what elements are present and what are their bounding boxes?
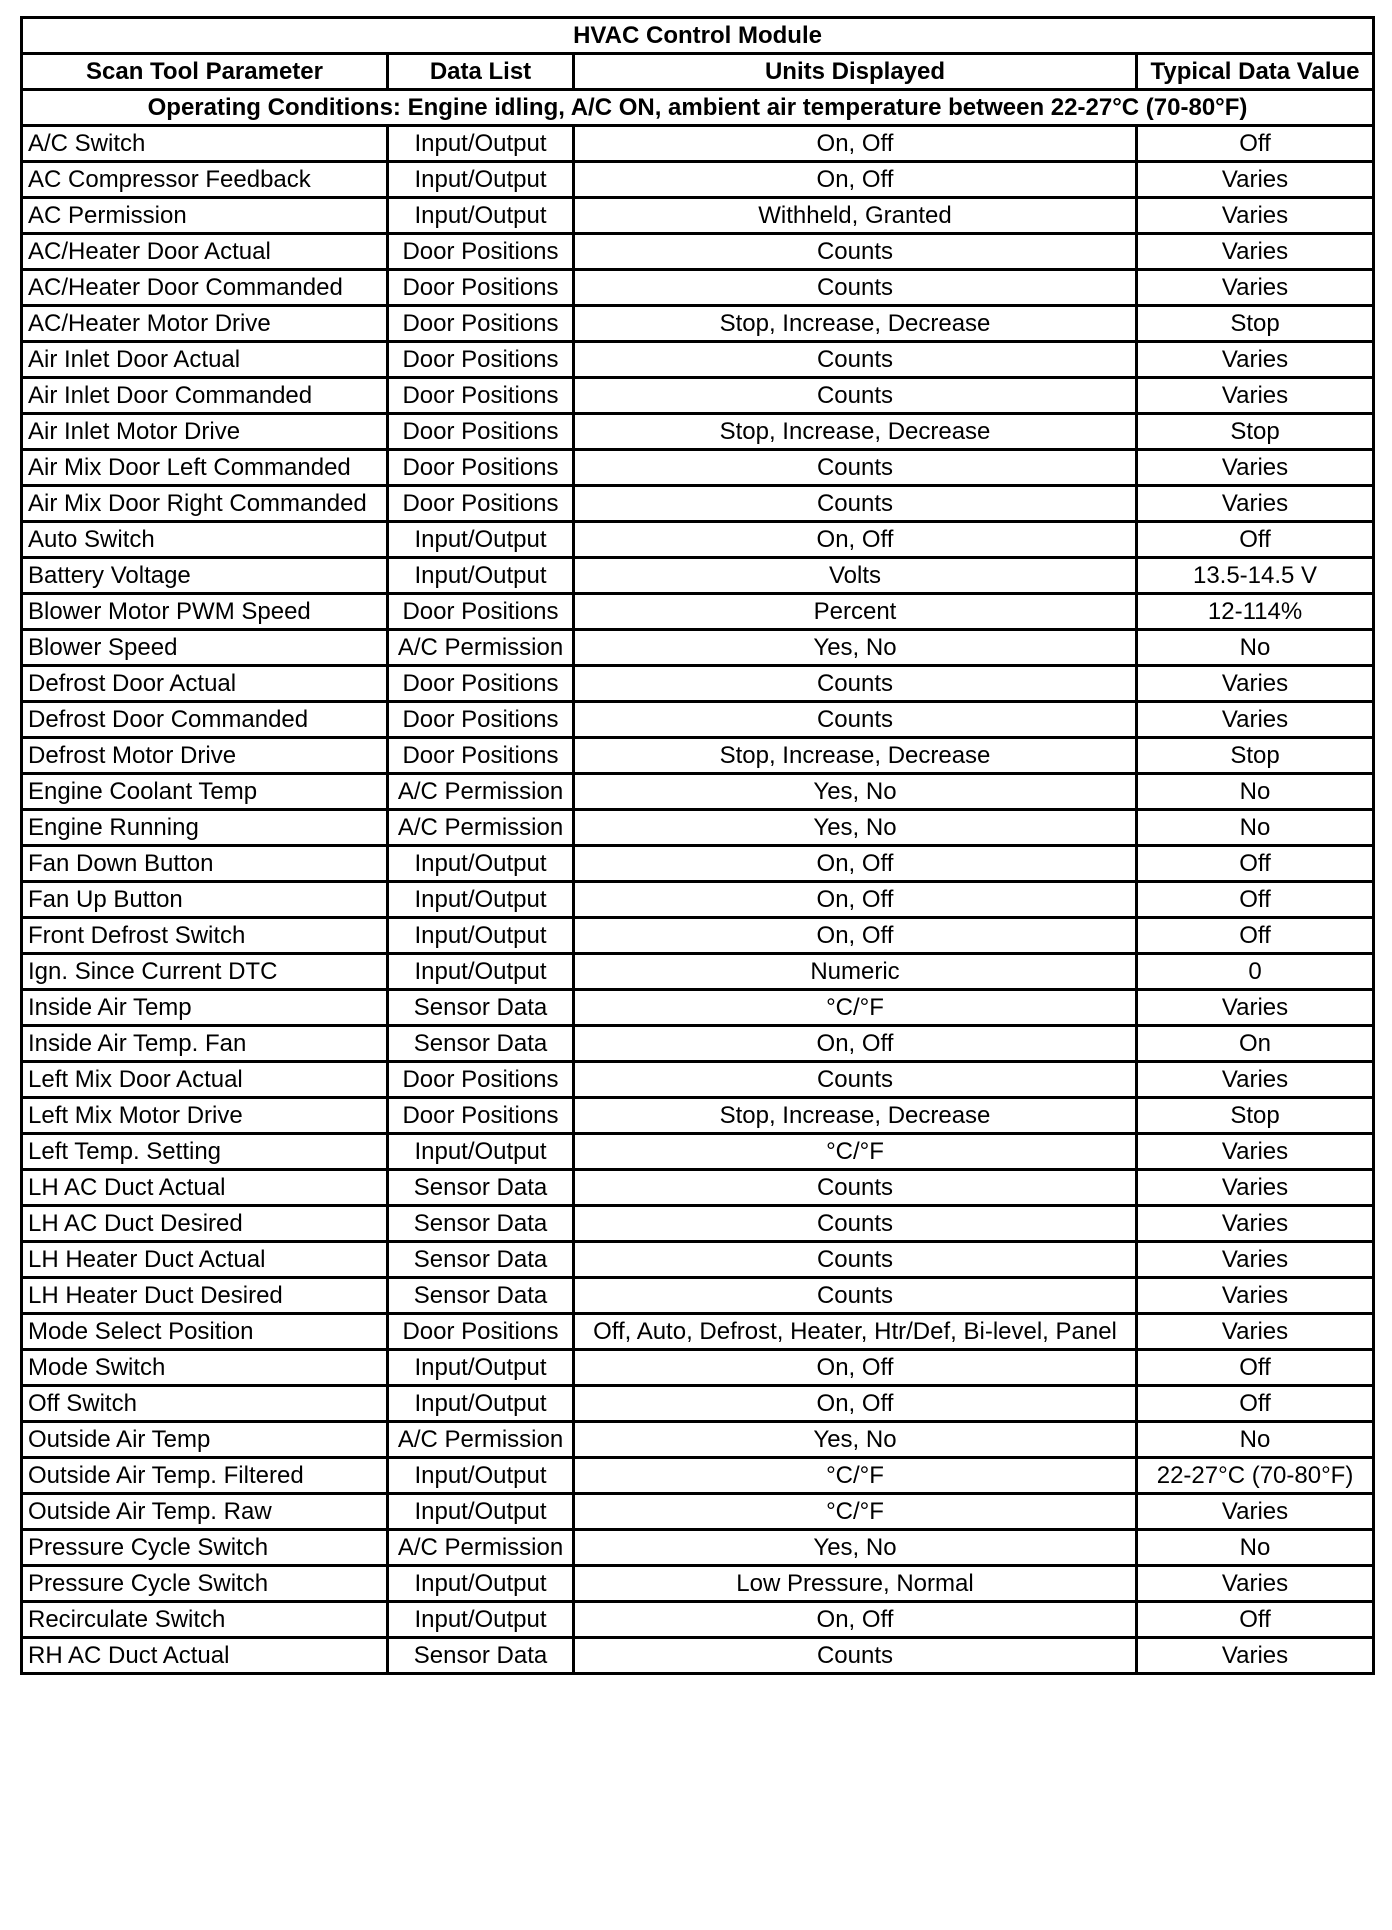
cell-data-list: Door Positions [388, 306, 574, 342]
cell-scan-tool-parameter: AC Compressor Feedback [22, 162, 388, 198]
cell-units-displayed: Counts [574, 1242, 1137, 1278]
cell-data-list: Input/Output [388, 1494, 574, 1530]
cell-units-displayed: Counts [574, 1206, 1137, 1242]
cell-scan-tool-parameter: Defrost Door Actual [22, 666, 388, 702]
cell-units-displayed: On, Off [574, 1602, 1137, 1638]
cell-units-displayed: °C/°F [574, 1134, 1137, 1170]
table-row [22, 1170, 1374, 1206]
cell-typical-data-value: No [1137, 630, 1374, 666]
cell-data-list: Door Positions [388, 414, 574, 450]
table-row [22, 1422, 1374, 1458]
table-row [22, 1350, 1374, 1386]
cell-data-list: Input/Output [388, 1566, 574, 1602]
table-body [22, 126, 1374, 1674]
cell-units-displayed: Counts [574, 450, 1137, 486]
cell-typical-data-value: Varies [1137, 1494, 1374, 1530]
cell-scan-tool-parameter: Pressure Cycle Switch [22, 1566, 388, 1602]
table-header-row [22, 54, 1374, 90]
hvac-data-sheet [20, 16, 1372, 1675]
cell-typical-data-value: Varies [1137, 666, 1374, 702]
cell-data-list: Sensor Data [388, 990, 574, 1026]
cell-data-list: Input/Output [388, 954, 574, 990]
cell-units-displayed: Counts [574, 1170, 1137, 1206]
cell-typical-data-value: Varies [1137, 342, 1374, 378]
table-row [22, 1242, 1374, 1278]
cell-scan-tool-parameter: Battery Voltage [22, 558, 388, 594]
cell-typical-data-value: 22-27°C (70-80°F) [1137, 1458, 1374, 1494]
cell-units-displayed: Withheld, Granted [574, 198, 1137, 234]
operating-conditions-row [22, 90, 1374, 126]
table-row [22, 1206, 1374, 1242]
cell-units-displayed: Yes, No [574, 1422, 1137, 1458]
cell-units-displayed: On, Off [574, 1386, 1137, 1422]
cell-units-displayed: Stop, Increase, Decrease [574, 414, 1137, 450]
cell-data-list: A/C Permission [388, 1530, 574, 1566]
cell-typical-data-value: Off [1137, 882, 1374, 918]
cell-scan-tool-parameter: Air Inlet Door Commanded [22, 378, 388, 414]
header-scan-tool-parameter: Scan Tool Parameter [22, 54, 388, 90]
cell-scan-tool-parameter: Auto Switch [22, 522, 388, 558]
table-row [22, 1314, 1374, 1350]
cell-units-displayed: Yes, No [574, 630, 1137, 666]
cell-scan-tool-parameter: Air Mix Door Left Commanded [22, 450, 388, 486]
cell-typical-data-value: Varies [1137, 270, 1374, 306]
cell-typical-data-value: Stop [1137, 738, 1374, 774]
cell-typical-data-value: Varies [1137, 1134, 1374, 1170]
cell-typical-data-value: Varies [1137, 1170, 1374, 1206]
cell-units-displayed: Counts [574, 702, 1137, 738]
cell-scan-tool-parameter: Blower Motor PWM Speed [22, 594, 388, 630]
cell-scan-tool-parameter: LH Heater Duct Desired [22, 1278, 388, 1314]
cell-scan-tool-parameter: Defrost Motor Drive [22, 738, 388, 774]
cell-typical-data-value: Varies [1137, 162, 1374, 198]
cell-typical-data-value: Off [1137, 1602, 1374, 1638]
cell-typical-data-value: Varies [1137, 702, 1374, 738]
cell-data-list: Door Positions [388, 738, 574, 774]
cell-scan-tool-parameter: Ign. Since Current DTC [22, 954, 388, 990]
table-row [22, 594, 1374, 630]
cell-units-displayed: On, Off [574, 522, 1137, 558]
cell-scan-tool-parameter: Engine Coolant Temp [22, 774, 388, 810]
cell-data-list: Input/Output [388, 558, 574, 594]
table-row [22, 522, 1374, 558]
cell-units-displayed: On, Off [574, 162, 1137, 198]
cell-data-list: Door Positions [388, 1314, 574, 1350]
cell-scan-tool-parameter: Left Mix Door Actual [22, 1062, 388, 1098]
cell-data-list: A/C Permission [388, 774, 574, 810]
table-row [22, 162, 1374, 198]
table-title: HVAC Control Module [22, 18, 1374, 54]
table-row [22, 270, 1374, 306]
cell-units-displayed: Yes, No [574, 810, 1137, 846]
table-row [22, 1494, 1374, 1530]
cell-typical-data-value: No [1137, 810, 1374, 846]
table-row [22, 846, 1374, 882]
cell-units-displayed: °C/°F [574, 1494, 1137, 1530]
cell-typical-data-value: Varies [1137, 1206, 1374, 1242]
cell-typical-data-value: Varies [1137, 1242, 1374, 1278]
cell-units-displayed: On, Off [574, 882, 1137, 918]
cell-typical-data-value: Varies [1137, 1278, 1374, 1314]
cell-scan-tool-parameter: Defrost Door Commanded [22, 702, 388, 738]
table-row [22, 486, 1374, 522]
hvac-parameter-table [20, 16, 1375, 1675]
cell-data-list: Sensor Data [388, 1638, 574, 1674]
cell-data-list: Input/Output [388, 1458, 574, 1494]
cell-data-list: Door Positions [388, 594, 574, 630]
cell-scan-tool-parameter: Fan Down Button [22, 846, 388, 882]
cell-data-list: Door Positions [388, 378, 574, 414]
cell-typical-data-value: No [1137, 774, 1374, 810]
cell-scan-tool-parameter: A/C Switch [22, 126, 388, 162]
table-row [22, 1134, 1374, 1170]
cell-scan-tool-parameter: Front Defrost Switch [22, 918, 388, 954]
cell-typical-data-value: Stop [1137, 1098, 1374, 1134]
cell-typical-data-value: No [1137, 1422, 1374, 1458]
cell-scan-tool-parameter: Blower Speed [22, 630, 388, 666]
cell-scan-tool-parameter: Pressure Cycle Switch [22, 1530, 388, 1566]
cell-data-list: Door Positions [388, 450, 574, 486]
table-row [22, 1458, 1374, 1494]
cell-typical-data-value: Stop [1137, 414, 1374, 450]
cell-units-displayed: Low Pressure, Normal [574, 1566, 1137, 1602]
table-row [22, 414, 1374, 450]
table-row [22, 1566, 1374, 1602]
cell-scan-tool-parameter: Mode Switch [22, 1350, 388, 1386]
cell-units-displayed: Counts [574, 1062, 1137, 1098]
cell-scan-tool-parameter: AC/Heater Door Actual [22, 234, 388, 270]
cell-units-displayed: On, Off [574, 1026, 1137, 1062]
cell-scan-tool-parameter: Off Switch [22, 1386, 388, 1422]
table-row [22, 954, 1374, 990]
cell-data-list: A/C Permission [388, 810, 574, 846]
cell-scan-tool-parameter: Left Temp. Setting [22, 1134, 388, 1170]
cell-units-displayed: Counts [574, 270, 1137, 306]
cell-typical-data-value: Varies [1137, 486, 1374, 522]
cell-data-list: Door Positions [388, 342, 574, 378]
cell-scan-tool-parameter: Outside Air Temp. Raw [22, 1494, 388, 1530]
cell-typical-data-value: On [1137, 1026, 1374, 1062]
cell-data-list: Input/Output [388, 846, 574, 882]
cell-typical-data-value: Off [1137, 918, 1374, 954]
table-row [22, 1098, 1374, 1134]
cell-units-displayed: Stop, Increase, Decrease [574, 738, 1137, 774]
table-row [22, 450, 1374, 486]
cell-units-displayed: On, Off [574, 846, 1137, 882]
table-row [22, 990, 1374, 1026]
cell-typical-data-value: No [1137, 1530, 1374, 1566]
cell-units-displayed: Counts [574, 486, 1137, 522]
table-row [22, 1278, 1374, 1314]
cell-scan-tool-parameter: Fan Up Button [22, 882, 388, 918]
table-row [22, 774, 1374, 810]
cell-units-displayed: Stop, Increase, Decrease [574, 306, 1137, 342]
cell-data-list: Input/Output [388, 198, 574, 234]
cell-typical-data-value: Off [1137, 126, 1374, 162]
table-row [22, 234, 1374, 270]
cell-data-list: Input/Output [388, 126, 574, 162]
cell-data-list: Door Positions [388, 270, 574, 306]
cell-scan-tool-parameter: AC/Heater Motor Drive [22, 306, 388, 342]
table-row [22, 378, 1374, 414]
header-data-list: Data List [388, 54, 574, 90]
cell-scan-tool-parameter: Air Inlet Motor Drive [22, 414, 388, 450]
cell-scan-tool-parameter: Engine Running [22, 810, 388, 846]
cell-units-displayed: Yes, No [574, 1530, 1137, 1566]
cell-units-displayed: Volts [574, 558, 1137, 594]
cell-scan-tool-parameter: Inside Air Temp [22, 990, 388, 1026]
table-row [22, 1638, 1374, 1674]
cell-units-displayed: Numeric [574, 954, 1137, 990]
header-typical-data-value: Typical Data Value [1137, 54, 1374, 90]
cell-typical-data-value: Varies [1137, 234, 1374, 270]
cell-scan-tool-parameter: Inside Air Temp. Fan [22, 1026, 388, 1062]
table-row [22, 1026, 1374, 1062]
table-row [22, 810, 1374, 846]
cell-data-list: Input/Output [388, 1386, 574, 1422]
cell-scan-tool-parameter: Outside Air Temp [22, 1422, 388, 1458]
cell-data-list: Input/Output [388, 1134, 574, 1170]
cell-scan-tool-parameter: Mode Select Position [22, 1314, 388, 1350]
cell-units-displayed: Off, Auto, Defrost, Heater, Htr/Def, Bi-level, Panel [574, 1314, 1137, 1350]
cell-units-displayed: Stop, Increase, Decrease [574, 1098, 1137, 1134]
cell-units-displayed: Yes, No [574, 774, 1137, 810]
cell-data-list: Input/Output [388, 1350, 574, 1386]
cell-units-displayed: °C/°F [574, 1458, 1137, 1494]
table-row [22, 198, 1374, 234]
table-row [22, 882, 1374, 918]
table-row [22, 126, 1374, 162]
cell-typical-data-value: Varies [1137, 1566, 1374, 1602]
table-row [22, 630, 1374, 666]
cell-data-list: Sensor Data [388, 1026, 574, 1062]
cell-data-list: Sensor Data [388, 1242, 574, 1278]
cell-data-list: A/C Permission [388, 1422, 574, 1458]
cell-units-displayed: Counts [574, 1638, 1137, 1674]
header-units-displayed: Units Displayed [574, 54, 1137, 90]
cell-data-list: Sensor Data [388, 1278, 574, 1314]
cell-data-list: Input/Output [388, 1602, 574, 1638]
cell-typical-data-value: Varies [1137, 198, 1374, 234]
table-row [22, 918, 1374, 954]
cell-data-list: Input/Output [388, 162, 574, 198]
cell-typical-data-value: Varies [1137, 1062, 1374, 1098]
table-row [22, 1530, 1374, 1566]
table-row [22, 1062, 1374, 1098]
cell-scan-tool-parameter: AC Permission [22, 198, 388, 234]
table-row [22, 1386, 1374, 1422]
cell-data-list: Sensor Data [388, 1206, 574, 1242]
cell-data-list: Door Positions [388, 486, 574, 522]
cell-data-list: Door Positions [388, 702, 574, 738]
cell-scan-tool-parameter: LH AC Duct Actual [22, 1170, 388, 1206]
cell-typical-data-value: Stop [1137, 306, 1374, 342]
cell-scan-tool-parameter: Air Inlet Door Actual [22, 342, 388, 378]
cell-units-displayed: Counts [574, 342, 1137, 378]
cell-typical-data-value: Off [1137, 1350, 1374, 1386]
cell-data-list: Input/Output [388, 918, 574, 954]
cell-data-list: Door Positions [388, 1062, 574, 1098]
cell-units-displayed: Counts [574, 234, 1137, 270]
cell-units-displayed: Percent [574, 594, 1137, 630]
cell-typical-data-value: Varies [1137, 1314, 1374, 1350]
table-row [22, 666, 1374, 702]
cell-units-displayed: Counts [574, 666, 1137, 702]
cell-typical-data-value: 0 [1137, 954, 1374, 990]
cell-typical-data-value: Varies [1137, 378, 1374, 414]
cell-typical-data-value: 13.5-14.5 V [1137, 558, 1374, 594]
table-row [22, 738, 1374, 774]
cell-units-displayed: On, Off [574, 1350, 1137, 1386]
cell-data-list: Sensor Data [388, 1170, 574, 1206]
operating-conditions: Operating Conditions: Engine idling, A/C ON, ambient air temperature between 22-27°C (70-80°F) [22, 90, 1374, 126]
cell-typical-data-value: Off [1137, 1386, 1374, 1422]
cell-typical-data-value: Off [1137, 846, 1374, 882]
cell-data-list: Door Positions [388, 234, 574, 270]
cell-scan-tool-parameter: Left Mix Motor Drive [22, 1098, 388, 1134]
cell-units-displayed: Counts [574, 1278, 1137, 1314]
cell-scan-tool-parameter: Recirculate Switch [22, 1602, 388, 1638]
cell-data-list: Input/Output [388, 882, 574, 918]
cell-scan-tool-parameter: Outside Air Temp. Filtered [22, 1458, 388, 1494]
cell-scan-tool-parameter: LH Heater Duct Actual [22, 1242, 388, 1278]
cell-units-displayed: On, Off [574, 126, 1137, 162]
table-row [22, 702, 1374, 738]
cell-data-list: Door Positions [388, 666, 574, 702]
cell-typical-data-value: Off [1137, 522, 1374, 558]
cell-typical-data-value: Varies [1137, 1638, 1374, 1674]
table-title-row [22, 18, 1374, 54]
cell-data-list: Input/Output [388, 522, 574, 558]
table-row [22, 306, 1374, 342]
cell-scan-tool-parameter: AC/Heater Door Commanded [22, 270, 388, 306]
cell-typical-data-value: Varies [1137, 450, 1374, 486]
table-row [22, 558, 1374, 594]
cell-data-list: Door Positions [388, 1098, 574, 1134]
cell-typical-data-value: Varies [1137, 990, 1374, 1026]
cell-scan-tool-parameter: RH AC Duct Actual [22, 1638, 388, 1674]
table-row [22, 342, 1374, 378]
cell-units-displayed: On, Off [574, 918, 1137, 954]
cell-units-displayed: °C/°F [574, 990, 1137, 1026]
cell-data-list: A/C Permission [388, 630, 574, 666]
cell-typical-data-value: 12-114% [1137, 594, 1374, 630]
cell-scan-tool-parameter: LH AC Duct Desired [22, 1206, 388, 1242]
cell-scan-tool-parameter: Air Mix Door Right Commanded [22, 486, 388, 522]
cell-units-displayed: Counts [574, 378, 1137, 414]
table-row [22, 1602, 1374, 1638]
